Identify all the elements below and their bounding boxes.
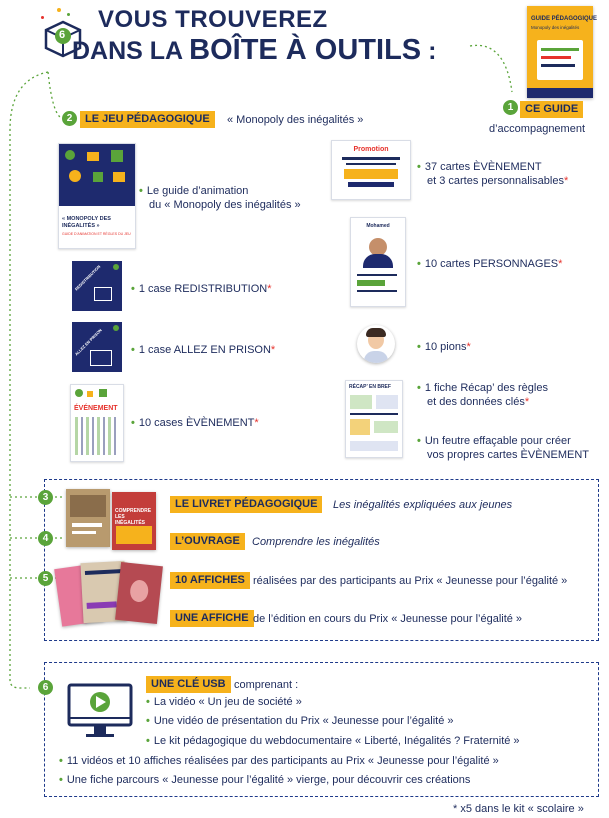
section-1-text: d’accompagnement xyxy=(489,123,586,135)
section-5-label-a: 10 AFFICHES xyxy=(170,572,250,589)
section-5-text-b: de l’édition en cours du Prix « Jeunesse pour l’égalité » xyxy=(253,613,523,625)
usb-item-3: • Le kit pédagogique du webdocumentaire « Liberté, Inégalités ? Fraternité » xyxy=(146,735,520,747)
thumb-guide-sub: GUIDE D’ANIMATION ET RÈGLES DU JEU xyxy=(62,232,131,236)
section-2-text: « Monopoly des inégalités » xyxy=(227,114,364,126)
guide-cover-title: GUIDE PÉDAGOGIQUE xyxy=(531,16,598,22)
section-6-text: comprenant : xyxy=(234,679,299,691)
thumb-guide-animation xyxy=(58,143,136,249)
thumb-redistribution: REDISTRIBUTION xyxy=(72,261,122,311)
title-part-a: DANS LA xyxy=(72,37,183,65)
section-1-badge: 1 xyxy=(503,100,518,115)
footnote: * x5 dans le kit « scolaire » xyxy=(453,803,584,815)
item-cartes-evenement: • 37 cartes ÈVÈNEMENT et 3 cartes personnalisables* xyxy=(417,161,569,187)
thumb-ouvrage: COMPRENDRE LES INÉGALITÉS xyxy=(112,492,156,550)
thumb-allez-en-prison: ALLEZ EN PRISON xyxy=(72,322,122,372)
thumb-livret xyxy=(66,489,110,547)
thumb-fiche-recap: RÉCAP’ EN BREF xyxy=(345,380,403,458)
section-3-badge: 3 xyxy=(38,490,53,505)
section-6-label: UNE CLÉ USB xyxy=(146,676,231,693)
section-3-label: LE LIVRET PÉDAGOGIQUE xyxy=(170,496,322,513)
monitor-play-icon xyxy=(66,682,134,742)
page-title-line1: VOUS TROUVEREZ xyxy=(98,6,328,33)
section-6-badge: 6 xyxy=(38,680,53,695)
page-title-line2 xyxy=(72,34,436,67)
section-4-text: Comprendre les inégalités xyxy=(252,536,380,548)
section-2-label: LE JEU PÉDAGOGIQUE xyxy=(80,111,215,128)
thumb-carte-personnage: Mohamed xyxy=(350,217,406,307)
section-1-label: CE GUIDE xyxy=(520,101,583,118)
usb-item-1: • La vidéo « Un jeu de société » xyxy=(146,696,302,708)
section-3-text: Les inégalités expliquées aux jeunes xyxy=(333,499,513,511)
item-allez-en-prison: • 1 case ALLEZ EN PRISON* xyxy=(131,344,276,356)
guide-cover-image xyxy=(527,6,598,98)
thumb-guide-title: « MONOPOLY DES INÉGALITÉS » xyxy=(62,216,111,229)
item-cases-evenement: • 10 cases ÈVÈNEMENT* xyxy=(131,417,259,429)
section-2-badge: 2 xyxy=(62,111,77,126)
section-5-text-a: réalisées par des participants au Prix « Jeunesse pour l’égalité » xyxy=(253,575,568,587)
item-pions: • 10 pions* xyxy=(417,341,471,353)
title-part-b: BOÎTE À OUTILS xyxy=(189,34,422,66)
item-guide-animation: • Le guide d’animation du « Monopoly des inégalités » xyxy=(139,185,301,211)
thumb-cases-evenement: ÉVÉNEMENT xyxy=(70,384,124,462)
item-cartes-personnages: • 10 cartes PERSONNAGES* xyxy=(417,258,563,270)
usb-item-2: • Une vidéo de présentation du Prix « Jeunesse pour l’égalité » xyxy=(146,715,454,727)
section-5-label-b: UNE AFFICHE xyxy=(170,610,254,627)
step-number: 6 xyxy=(59,29,66,41)
item-redistribution: • 1 case REDISTRIBUTION* xyxy=(131,283,272,295)
section-5-badge: 5 xyxy=(38,571,53,586)
guide-cover-subtitle: Monopoly des inégalités xyxy=(531,25,580,30)
usb-item-4: • 11 vidéos et 10 affiches réalisées par des participants au Prix « Jeunesse pour l’égalité » xyxy=(59,755,499,767)
thumb-carte-evenement: Promotion xyxy=(331,140,411,200)
item-fiche-recap: • 1 fiche Récap’ des règles et des données clés* xyxy=(417,382,548,408)
thumb-affiche-3 xyxy=(115,562,163,624)
deco-dots xyxy=(35,8,95,22)
item-feutre: • Un feutre effaçable pour créer vos propres cartes ÈVÈNEMENT xyxy=(417,435,589,461)
title-part-c: : xyxy=(421,37,437,65)
section-4-label: L’OUVRAGE xyxy=(170,533,245,550)
thumb-pion xyxy=(357,325,395,363)
section-4-badge: 4 xyxy=(38,531,53,546)
usb-item-5: • Une fiche parcours « Jeunesse pour l’égalité » vierge, pour découvrir ces créations xyxy=(59,774,471,786)
